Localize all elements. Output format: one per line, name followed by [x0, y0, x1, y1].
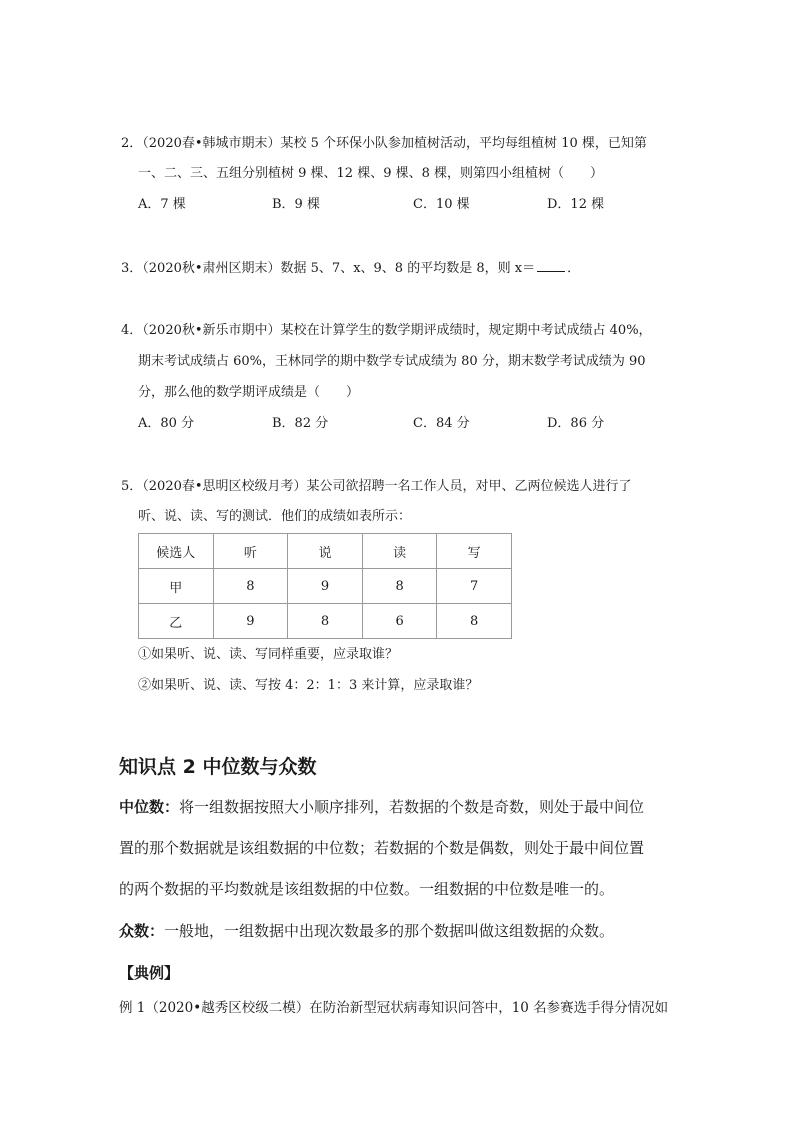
table-cell: 7	[437, 569, 512, 604]
table-cell: 乙	[139, 604, 214, 639]
mode-label: 众数：	[119, 922, 165, 940]
median-label: 中位数：	[119, 798, 180, 816]
median-definition-line-2: 置的那个数据就是该组数据的中位数；若数据的个数是偶数，则处于最中间位置	[119, 839, 645, 857]
q3-answer-blank	[537, 259, 565, 272]
example-tag: 【典例】	[119, 964, 180, 982]
q2-line-2: 一、二、三、五组分别植树 9 棵、12 棵、9 棵、8 棵，则第四小组植树（ ）	[138, 166, 604, 181]
q5-line-1: 5．（2020春•思明区校级月考）某公司欲招聘一名工作人员，对甲、乙两位候选人进行了	[121, 479, 632, 494]
table-header-cell: 读	[362, 534, 437, 569]
q2-option-d: D．12 棵	[547, 197, 605, 212]
table-header-cell: 听	[213, 534, 288, 569]
q2-option-b: B．9 棵	[272, 197, 320, 212]
q4-option-d: D．86 分	[547, 416, 605, 431]
table-header-cell: 说	[288, 534, 363, 569]
table-row	[139, 604, 512, 639]
table-header-cell: 候选人	[139, 534, 214, 569]
table-row	[139, 569, 512, 604]
table-header-row	[139, 534, 512, 569]
example-1-line: 例 1（2020•越秀区校级二模）在防治新型冠状病毒知识问答中，10 名参赛选手得分情况如	[119, 1000, 669, 1016]
q2-line-1: 2．（2020春•韩城市期末）某校 5 个环保小队参加植树活动，平均每组植树 10 棵，已知第	[121, 136, 647, 151]
q4-option-a: A．80 分	[138, 416, 195, 431]
mode-definition	[119, 921, 614, 941]
median-text: 将一组数据按照大小顺序排列，若数据的个数是奇数，则处于最中间位	[179, 798, 645, 816]
q2-option-a: A．7 棵	[138, 197, 186, 212]
q4-option-b: B．82 分	[272, 416, 329, 431]
q3-text-end: ．	[567, 261, 581, 276]
table-cell: 8	[288, 604, 363, 639]
q4-line-2: 期末考试成绩占 60%，王林同学的期中数学专试成绩为 80 分，期末数学考试成绩为 90	[138, 354, 646, 369]
q3-line	[121, 259, 580, 278]
q3-text: 3．（2020秋•肃州区期末）数据 5、7、x、9、8 的平均数是 8，则 x＝	[121, 261, 536, 276]
mode-text: 一般地，一组数据中出现次数最多的那个数据叫做这组数据的众数。	[164, 922, 615, 940]
median-definition-line-1	[119, 797, 644, 817]
q5-subquestion-2: ②如果听、说、读、写按 4：2：1：3 来计算，应录取谁？	[138, 678, 479, 693]
q5-line-2: 听、说、读、写的测试．他们的成绩如表所示：	[138, 509, 412, 524]
table-cell: 甲	[139, 569, 214, 604]
q2-option-c: C．10 棵	[413, 197, 470, 212]
table-cell: 9	[288, 569, 363, 604]
table-cell: 6	[362, 604, 437, 639]
table-cell: 9	[213, 604, 288, 639]
scores-table	[138, 533, 512, 639]
section-heading: 知识点 2 中位数与众数	[119, 756, 317, 778]
table-header-cell: 写	[437, 534, 512, 569]
table-cell: 8	[213, 569, 288, 604]
q5-subquestion-1: ①如果听、说、读、写同样重要，应录取谁？	[138, 647, 399, 662]
q4-line-3: 分，那么他的数学期评成绩是（ ）	[138, 385, 360, 400]
median-definition-line-3: 的两个数据的平均数就是该组数据的中位数。一组数据的中位数是唯一的。	[119, 880, 615, 898]
q4-option-c: C．84 分	[413, 416, 470, 431]
table-cell: 8	[437, 604, 512, 639]
table-cell: 8	[362, 569, 437, 604]
q4-line-1: 4．（2020秋•新乐市期中）某校在计算学生的数学期评成绩时，规定期中考试成绩占 40%，	[121, 323, 652, 338]
